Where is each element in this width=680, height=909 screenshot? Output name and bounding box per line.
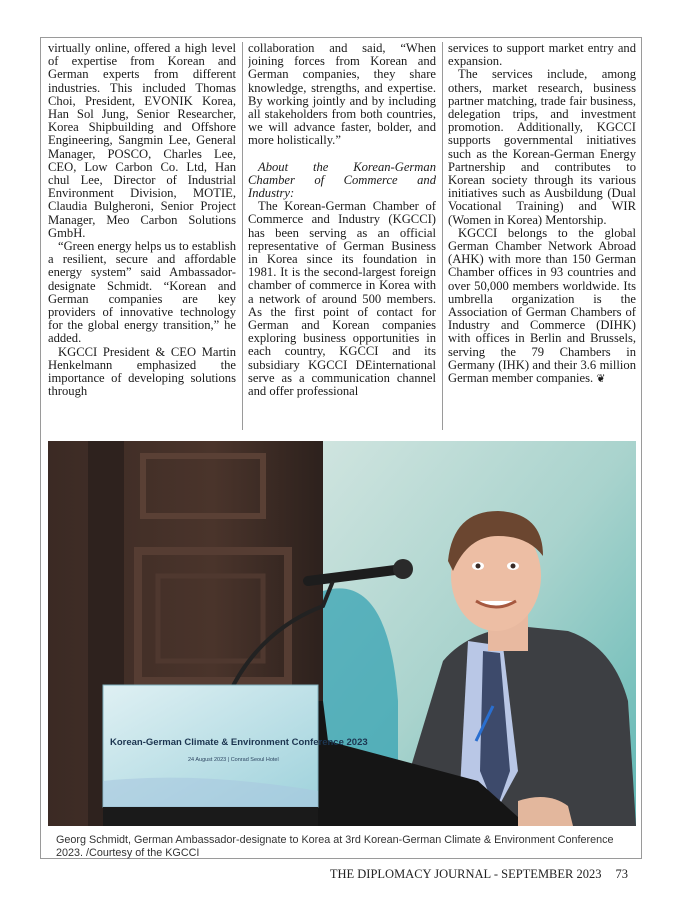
paragraph: services to support market entry and expansion.	[448, 42, 636, 69]
paragraph: “Green energy helps us to establish a resilient, secure and affordable energy system” said Ambassador-designate Schmidt. “Korean and German companies are key providers of innovative technology for the global energy transition,” he added.	[48, 239, 236, 346]
paragraph	[448, 227, 636, 386]
photo-illustration	[48, 441, 636, 826]
paragraph-text: KGCCI belongs to the global German Chamber Network Abroad (AHK) with more than 150 German Chamber offices in 93 countries and over 50,000 members worldwide. Its umbrella organization is the Association of German Chambers of Industry and Commerce (DIHK) with offices in Berlin and Brussels, serving the 79 Chambers in Germany (IHK) and their 3.6 million German member companies.	[448, 225, 636, 386]
column-divider	[442, 42, 443, 430]
article-column-2	[248, 42, 436, 432]
article-column-3	[448, 42, 636, 432]
section-subheading: About the Korean-German Chamber of Commerce and Industry:	[248, 159, 436, 201]
paragraph: virtually online, offered a high level of expertise from Korean and German experts from different industries. This included Thomas Choi, President, EVONIK Korea, Han Sol Jung, Senior Researcher, Korea Shipbuilding and Offshore Engineering, Sangmin Lee, General Manager, POSCO, Charles Lee, CEO, Low Carbon Co. Ltd, Han chul Lee, Director of Industrial Environment Division, MOTIE, Claudia Bulgheroni, Senior Project Manager, Meo Carbon Solutions GmbH.	[48, 42, 236, 240]
publication-name: THE DIPLOMACY JOURNAL - SEPTEMBER 2023	[329, 867, 602, 881]
column-divider	[242, 42, 243, 430]
photo-caption: Georg Schmidt, German Ambassador-designate to Korea at 3rd Korean-German Climate & Environment Conference 2023. /Courtesy of the KGCCI	[56, 834, 614, 859]
conference-photo	[48, 441, 636, 826]
article-body	[48, 42, 636, 432]
paragraph: The Korean-German Chamber of Commerce and Industry (KGCCI) has been serving as an official representative of German Business in Korea since its foundation in 1981. It is the second-largest foreign chamber of commerce in Korea with a network of around 500 members. As the first point of contact for German and Korean companies exploring business opportunities in each country, KGCCI and its subsidiary KGCCI DEinternational serve as a communication channel and offer professional	[248, 199, 436, 399]
page-footer	[330, 867, 628, 882]
paragraph: KGCCI President & CEO Martin Henkelmann emphasized the importance of developing solutions through	[48, 344, 236, 399]
banner-date: 24 August 2023 | Conrad Seoul Hotel	[188, 757, 279, 763]
paragraph: The services include, among others, market research, business partner matching, trade fair business, delegation trips, and investment promotion. Additionally, KGCCI supports governmental initiatives such as the Korean-German Energy Partnership and contributes to Korean society through its various initiatives such as Ausbildung (Dual Vocational Training) and WIR (Women in Korea) Mentorship.	[448, 67, 636, 227]
page-number: 73	[615, 867, 628, 881]
banner-title: Korean-German Climate & Environment Conference 2023	[110, 737, 368, 748]
article-column-1	[48, 42, 236, 432]
paragraph: collaboration and said, “When joining forces from Korean and German companies, they share knowledge, strengths, and expertise. By working jointly and by including all stakeholders from both countries, we will advance faster, bolder, and more holistically.”	[248, 42, 436, 148]
end-mark-icon: ❦	[596, 373, 606, 386]
